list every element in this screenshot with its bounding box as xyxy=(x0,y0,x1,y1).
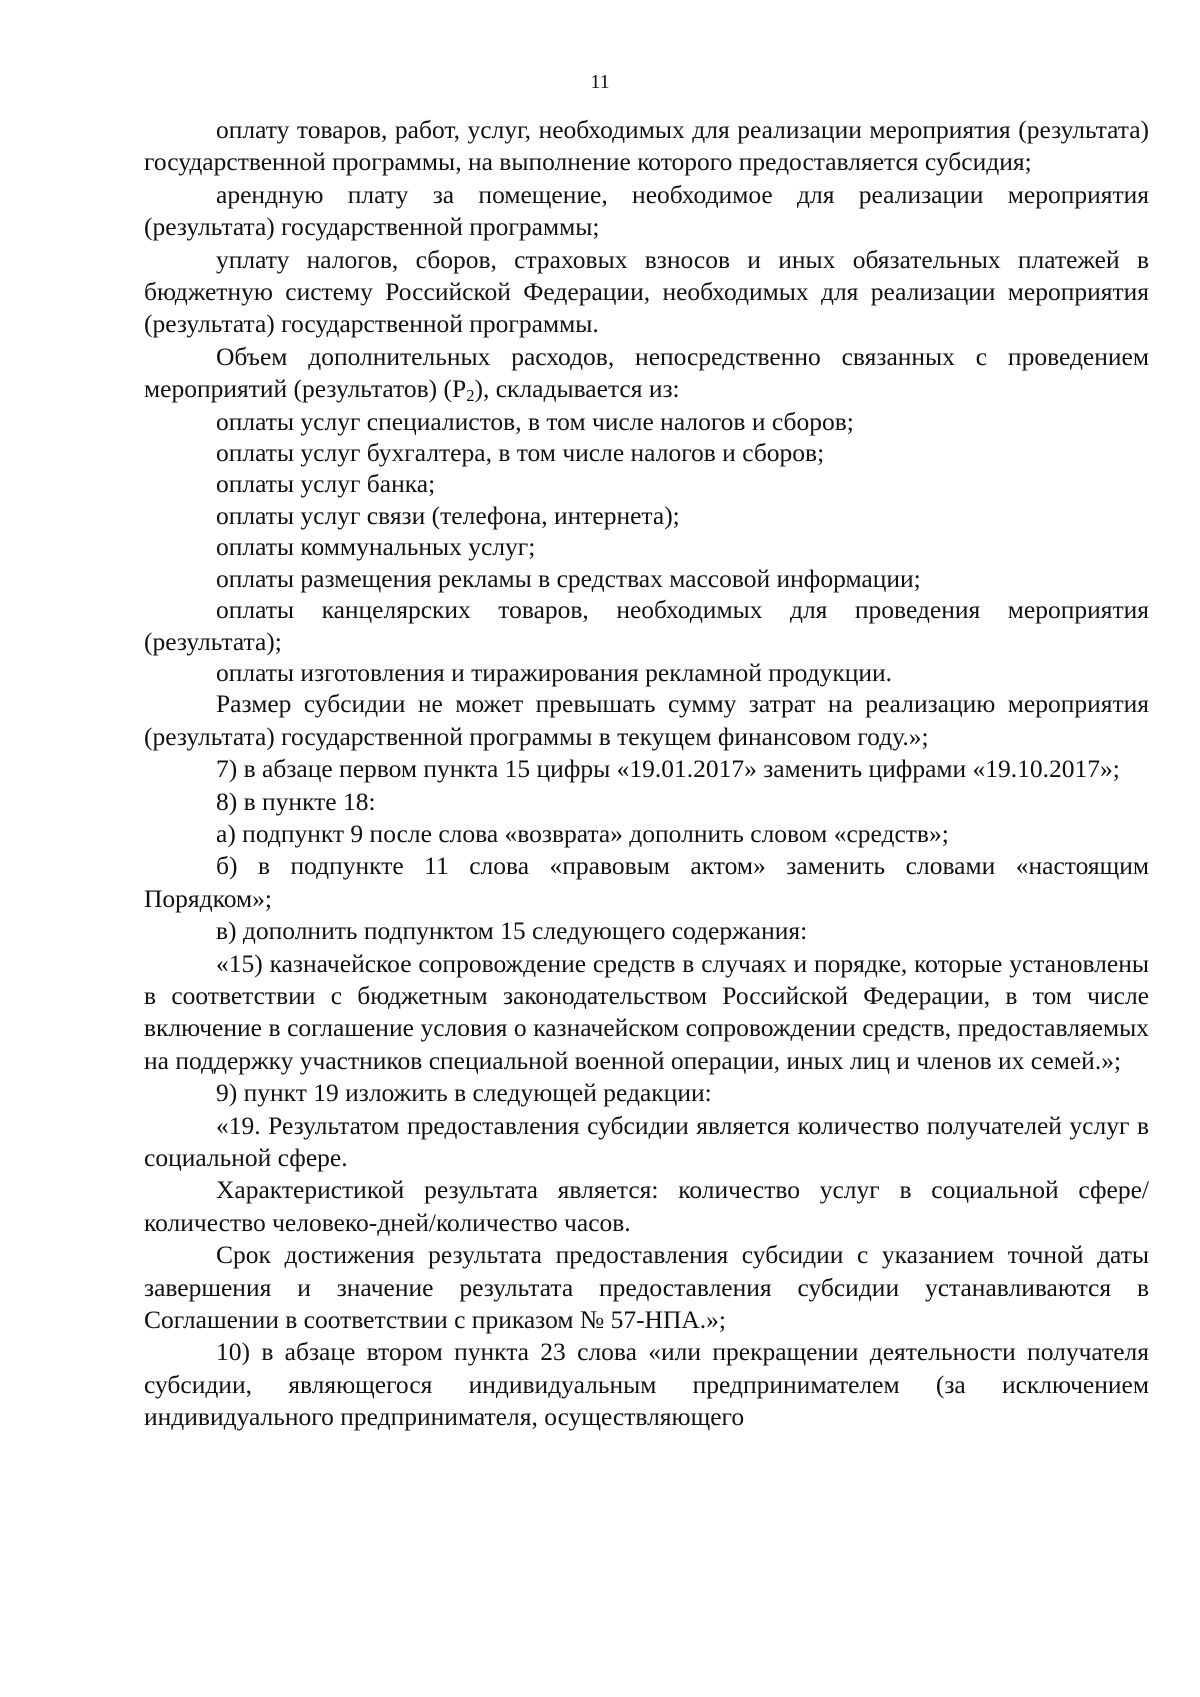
list-item: оплаты канцелярских товаров, необходимых для проведения мероприятия (результата); xyxy=(144,595,1149,656)
amendment-subitem: б) в подпункте 11 слова «правовым актом» заменить словами «настоящим Порядком»; xyxy=(144,851,1149,913)
amendment-item: 10) в абзаце втором пункта 23 слова «или прекращении деятельности получателя субсидии, являющегося индивидуальным предпринимателем (за исключением индивидуального предпринимателя, осуществляющего xyxy=(144,1337,1149,1432)
list-item: оплаты услуг связи (телефона, интернета); xyxy=(216,500,680,530)
document-body xyxy=(144,114,1149,1434)
amendment-subitem: а) подпункт 9 после слова «возврата» дополнить словом «средств»; xyxy=(216,818,949,848)
quoted-provision: Характеристикой результата является: количество услуг в социальной сфере/количество человеко-дней/количество часов. xyxy=(144,1175,1149,1237)
list-item: оплаты услуг банка; xyxy=(216,469,436,499)
paragraph: оплату товаров, работ, услуг, необходимых для реализации мероприятия (результата) государственной программы, на выполнение которого предоставляется субсидия; xyxy=(144,115,1149,177)
list-item: оплаты размещения рекламы в средствах массовой информации; xyxy=(216,563,921,593)
quoted-provision: «15) казначейское сопровождение средств в случаях и порядке, которые установлены в соответствии с бюджетным законодательством Российской Федерации, в том числе включение в соглашение условия о казначейском сопровождении средств, предоставляемых на поддержку участников специальной военной операции, иных лиц и членов их семей.»; xyxy=(144,948,1149,1075)
list-item: оплаты услуг бухгалтера, в том числе налогов и сборов; xyxy=(216,438,825,468)
amendment-subitem: в) дополнить подпунктом 15 следующего содержания: xyxy=(216,916,808,946)
page-number: 11 xyxy=(590,71,610,93)
subscript-index: 2 xyxy=(466,386,475,406)
paragraph-text-after-subscript: ), складывается из: xyxy=(474,374,680,404)
amendment-item: 9) пункт 19 изложить в следующей редакции: xyxy=(216,1078,712,1108)
quoted-provision: «19. Результатом предоставления субсидии является количество получателей услуг в социальной сфере. xyxy=(144,1110,1149,1172)
paragraph: Размер субсидии не может превышать сумму затрат на реализацию мероприятия (результата) государственной программы в текущем финансовом году.»; xyxy=(144,689,1149,751)
paragraph-text-before-subscript: Объем дополнительных расходов, непосредственно связанных с проведением мероприятий (результатов) (Р xyxy=(144,341,1149,404)
list-item: оплаты изготовления и тиражирования рекламной продукции. xyxy=(216,657,893,687)
paragraph: уплату налогов, сборов, страховых взносов и иных обязательных платежей в бюджетную систему Российской Федерации, необходимых для реализации мероприятия (результата) государственной программы. xyxy=(144,244,1149,339)
paragraph: арендную плату за помещение, необходимое для реализации мероприятия (результата) государственной программы; xyxy=(144,179,1149,242)
amendment-item: 7) в абзаце первом пункта 15 цифры «19.01.2017» заменить цифрами «19.10.2017»; xyxy=(216,754,1120,784)
amendment-item: 8) в пункте 18: xyxy=(216,786,376,816)
quoted-provision: Срок достижения результата предоставления субсидии с указанием точной даты завершения и значение результата предоставления субсидии устанавливаются в Соглашении в соответствии с приказом № 57-НПА.»; xyxy=(144,1240,1149,1335)
paragraph-with-subscript xyxy=(144,341,1149,406)
list-item: оплаты услуг специалистов, в том числе налогов и сборов; xyxy=(216,406,854,436)
list-item: оплаты коммунальных услуг; xyxy=(216,532,536,562)
